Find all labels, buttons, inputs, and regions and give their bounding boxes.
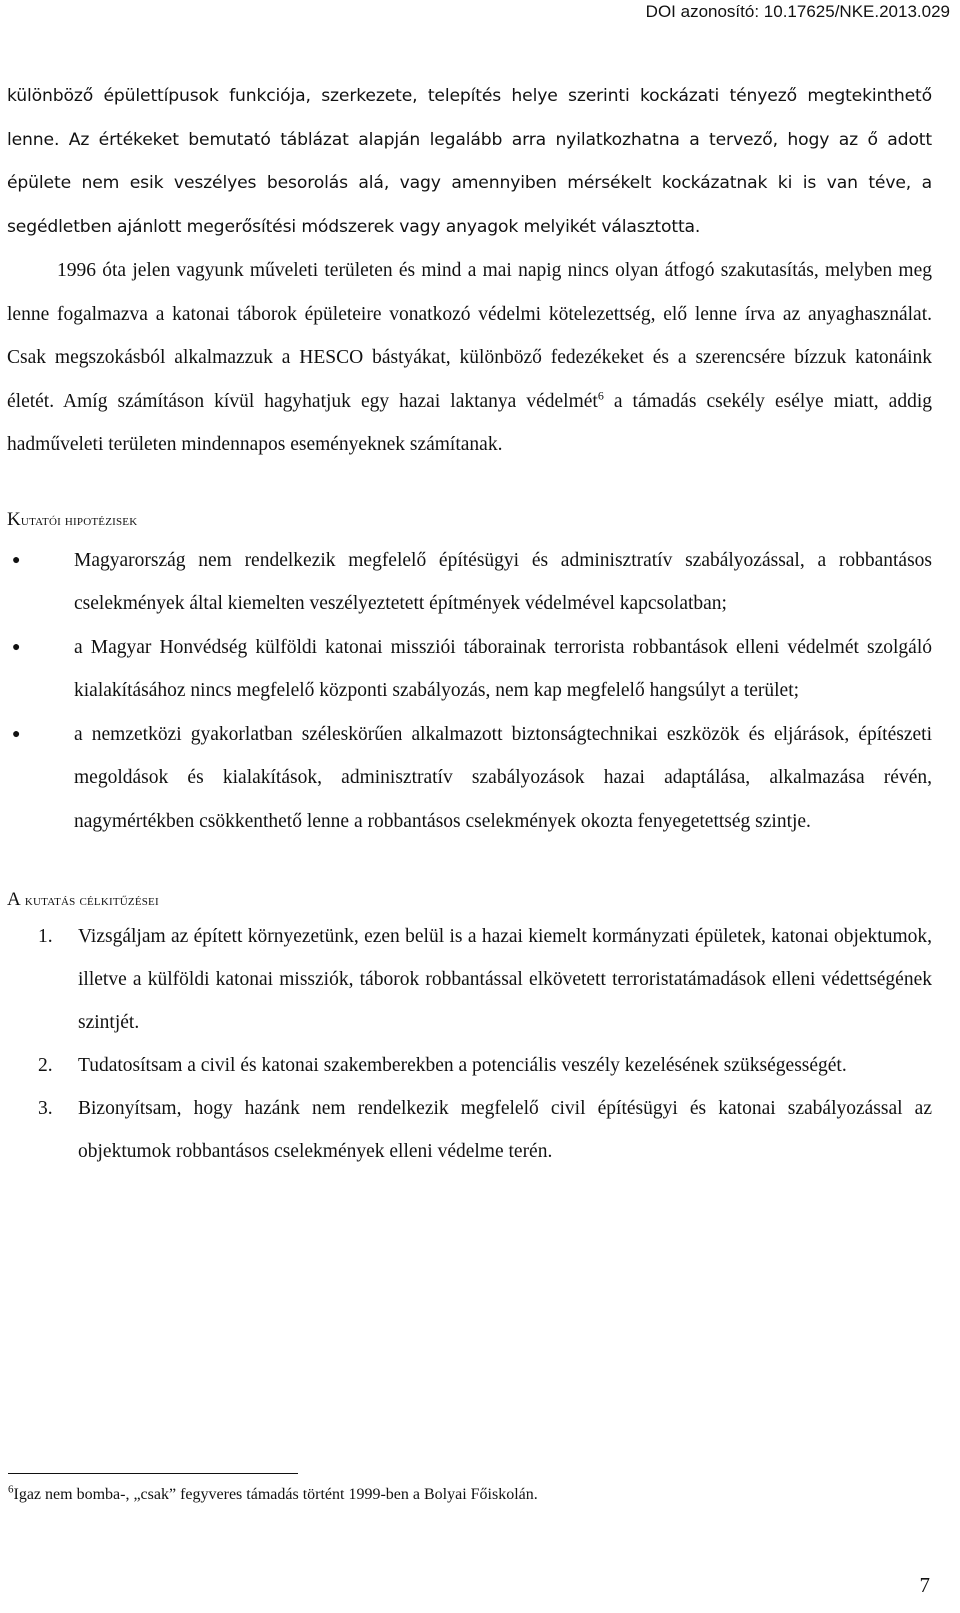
- list-item-text: Vizsgáljam az épített környezetünk, ezen belül is a hazai kiemelt kormányzati épületek, katonai objektumok, illetve a külföldi katonai missziók, táborok robbantással elkövetett terroristatámadások elleni védettségének szintjét.: [78, 926, 932, 1033]
- footnote-number: 6: [8, 1483, 14, 1496]
- page-body: [7, 75, 932, 1173]
- list-item: [7, 1087, 932, 1173]
- paragraph-mission-areas: [7, 249, 932, 467]
- footnote-reference[interactable]: 6: [597, 388, 604, 402]
- paragraph-risk-table: különböző épülettípusok funkciója, szerkezete, telepítés helye szerinti kockázati tényező megtekinthető lenne. Az értékeket bemutató táblázat alapján legalább arra nyilatkozhatna a tervező, hogy az ő adott épülete nem esik veszélyes besorolás alá, vagy amennyiben mérsékelt kockázatnak ki is van téve, a segédletben ajánlott megerősítési módszerek vagy anyagok melyikét választotta.: [7, 86, 932, 237]
- heading-initial: K: [7, 508, 21, 530]
- objectives-list: [7, 915, 932, 1173]
- list-item: [7, 539, 932, 626]
- list-item-text: a Magyar Honvédség külföldi katonai missziói táborainak terrorista robbantások elleni védelmét szolgáló kialakításához nincs megfelelő központi szabályozás, nem kap megfelelő hangsúlyt a terület;: [74, 636, 932, 701]
- footnote-divider: [8, 1473, 298, 1474]
- doi-header: DOI azonosító: 10.17625/NKE.2013.029: [645, 2, 950, 21]
- list-item-number: 1.: [38, 926, 53, 947]
- bullet-icon: ●: [12, 552, 21, 568]
- section-heading-objectives: [7, 889, 932, 911]
- heading-initial: A: [7, 889, 21, 910]
- list-item-text: a nemzetközi gyakorlatban széleskörűen alkalmazott biztonságtechnikai eszközök és eljárások, építészeti megoldások és kialakítások, adminisztratív szabályozások hazai adaptálása, alkalmazása révén, nagymértékben csökkenthető lenne a robbantásos cselekmények okozta fenyegetettség szintje.: [74, 723, 932, 832]
- list-item-number: 3.: [38, 1098, 53, 1119]
- footnote-text: Igaz nem bomba-, „csak” fegyveres támadás történt 1999-ben a Bolyai Főiskolán.: [13, 1486, 538, 1503]
- heading-rest: utatói hipotézisek: [20, 512, 138, 529]
- paragraph-text-continued: a támadás csekély esélye miatt, addig hadműveleti területen mindennapos eseményeknek számítanak.: [7, 390, 932, 455]
- list-item: [7, 626, 932, 713]
- list-item-text: Bizonyítsam, hogy hazánk nem rendelkezik megfelelő civil építésügyi és katonai szabályozással az objektumok robbantásos cselekmények elleni védelme terén.: [78, 1098, 932, 1162]
- list-item: [7, 713, 932, 844]
- list-item: [7, 1044, 932, 1087]
- section-heading-hypotheses: [7, 509, 932, 531]
- bullet-icon: ●: [12, 726, 21, 742]
- heading-rest: kutatás célkitűzései: [20, 893, 159, 909]
- page-number: 7: [919, 1573, 930, 1597]
- list-item: [7, 915, 932, 1044]
- footnote: [8, 1483, 538, 1504]
- list-item-text: Magyarország nem rendelkezik megfelelő építésügyi és adminisztratív szabályozással, a robbantásos cselekmények által kiemelten veszélyeztetett építmények védelmével kapcsolatban;: [74, 549, 932, 614]
- hypotheses-list: [7, 539, 932, 844]
- list-item-text: Tudatosítsam a civil és katonai szakemberekben a potenciális veszély kezelésének szükségességét.: [78, 1055, 847, 1076]
- list-item-number: 2.: [38, 1055, 53, 1076]
- bullet-icon: ●: [12, 639, 21, 655]
- paragraph-text: 1996 óta jelen vagyunk műveleti területen és mind a mai napig nincs olyan átfogó szakutasítás, melyben meg lenne fogalmazva a katonai táborok épületeire vonatkozó védelmi kötelezettség, elő lenne írva az anyaghasználat. Csak megszokásból alkalmazzuk a HESCO bástyákat, különböző fedezékeket és a szerencsére bízzuk katonáink életét. Amíg számításon kívül hagyhatjuk egy hazai laktanya védelmét: [7, 260, 932, 412]
